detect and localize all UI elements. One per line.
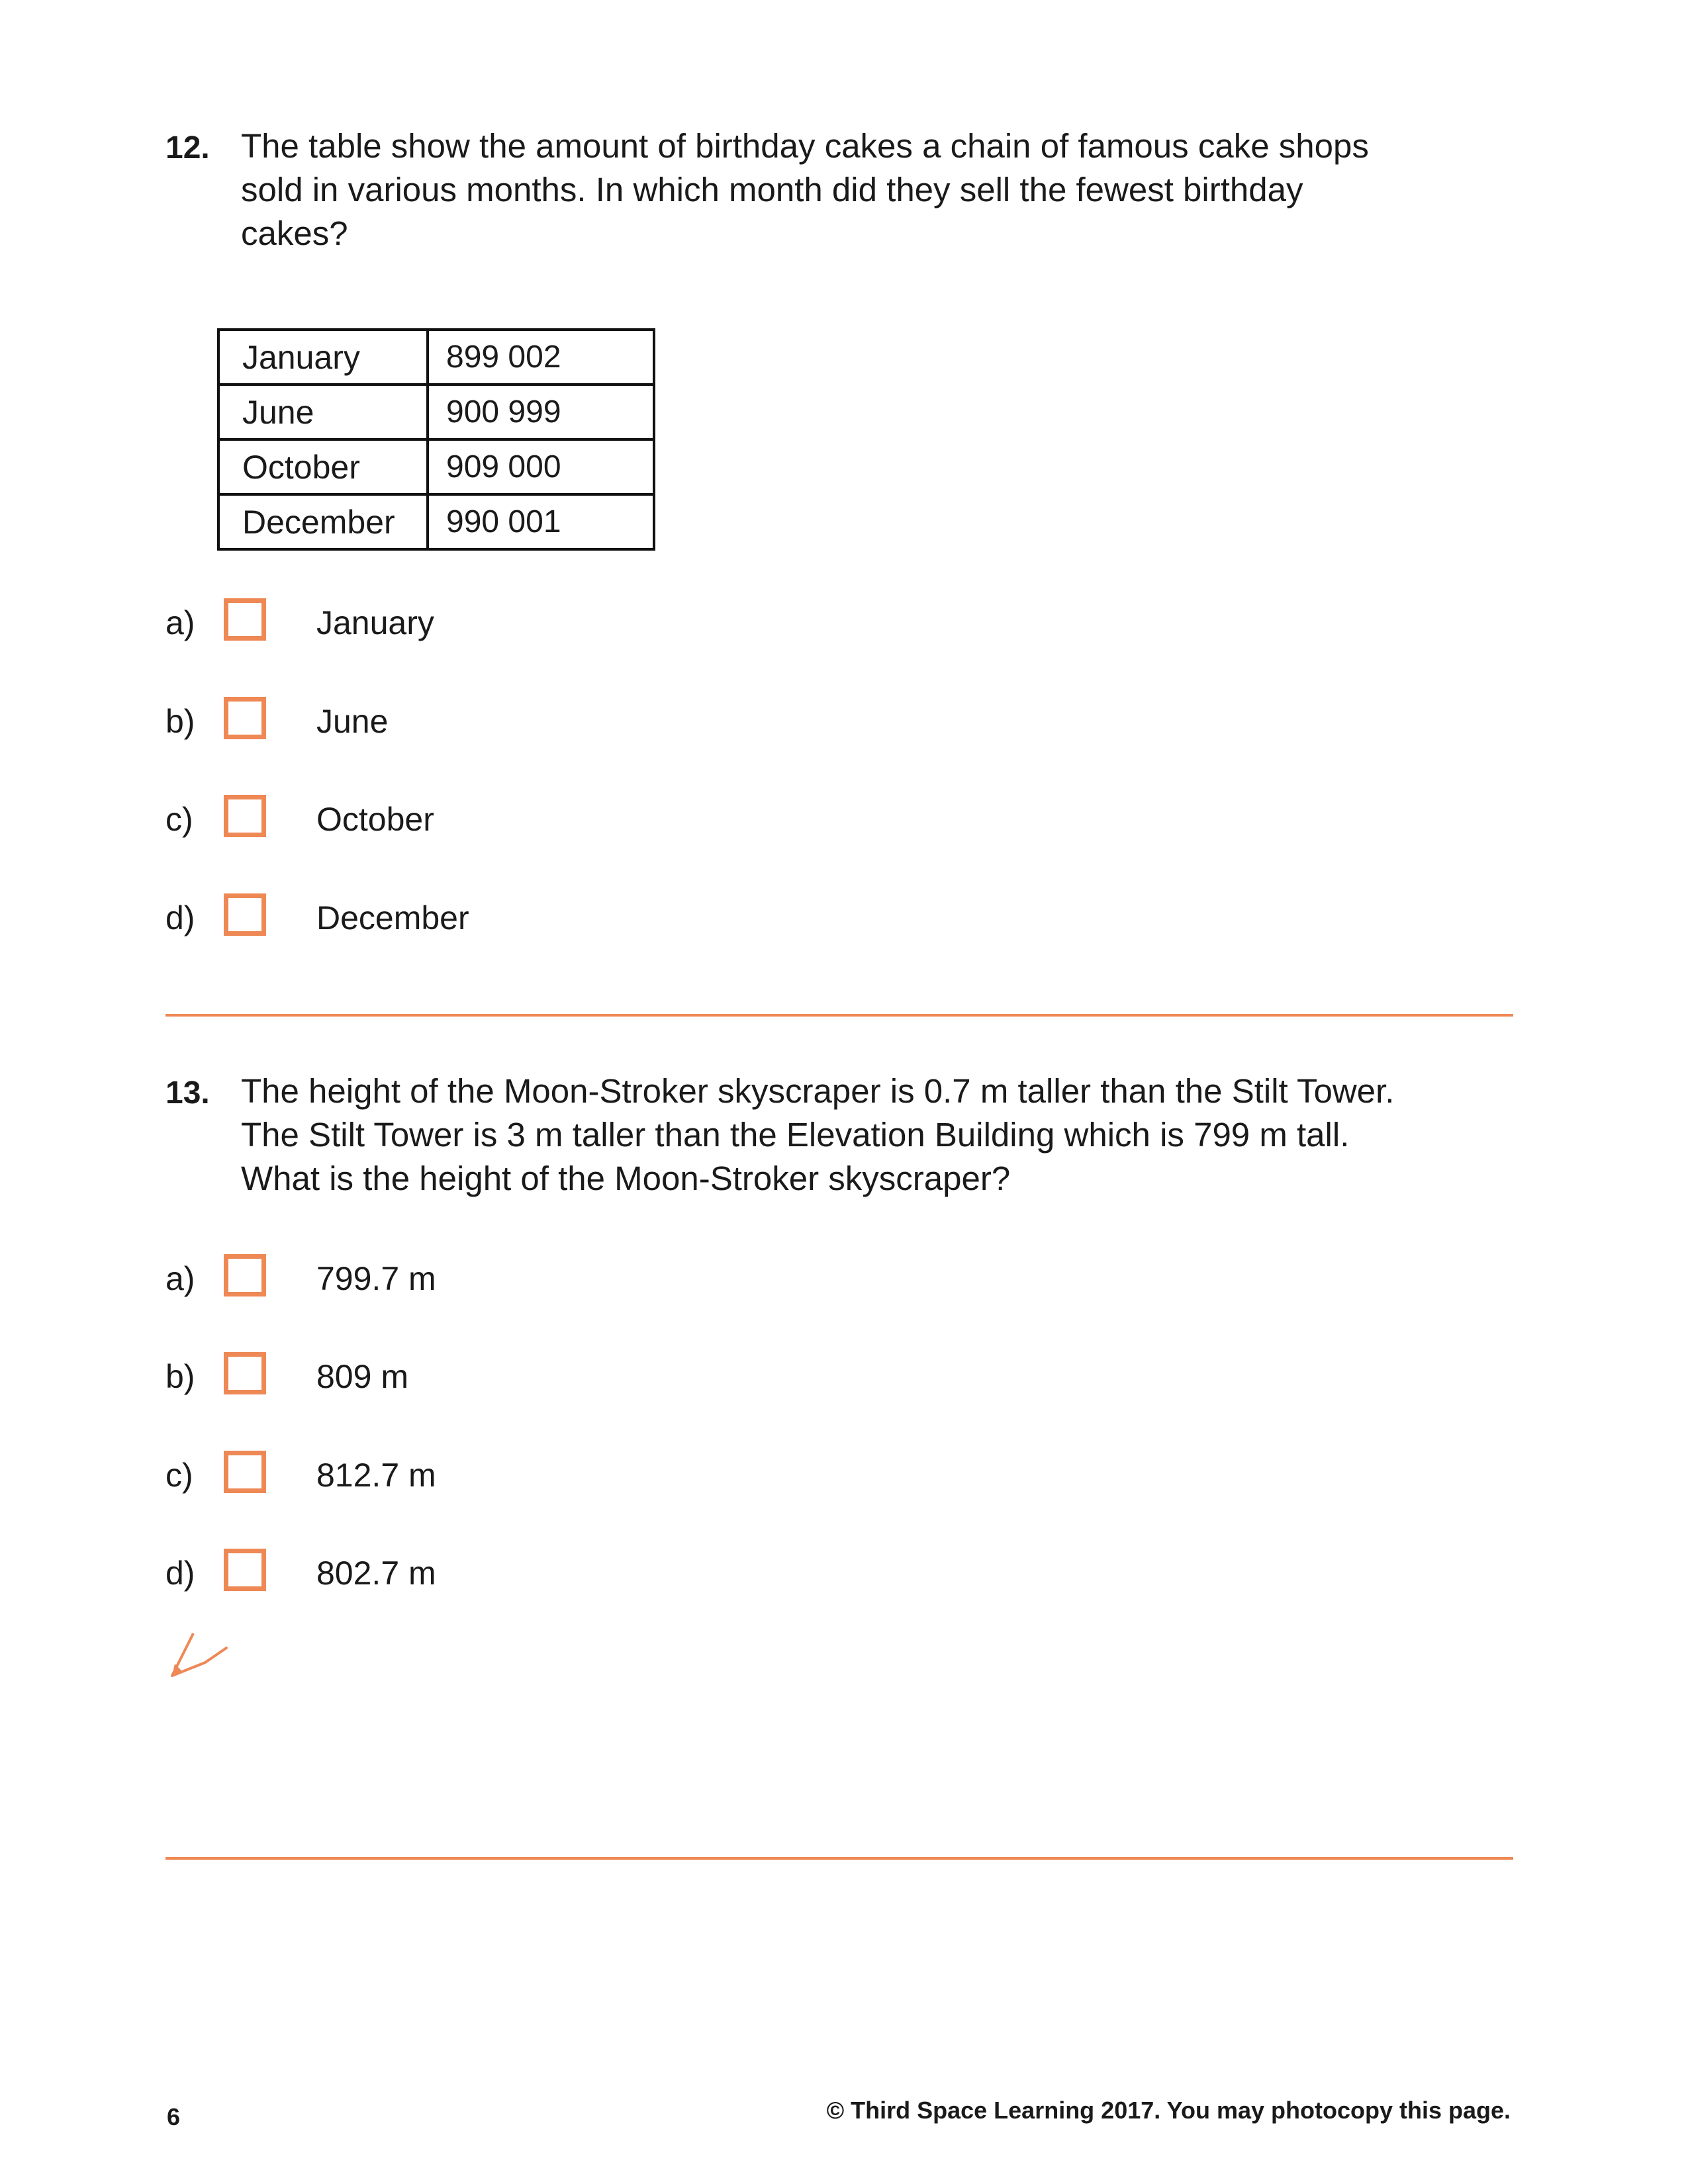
- question-line: sold in various months. In which month did they sell the fewest birthday: [241, 171, 1303, 208]
- table-row: [218, 385, 654, 439]
- table-row: [218, 330, 654, 385]
- value-cell: 900 999: [428, 385, 654, 439]
- option-label: b): [165, 703, 195, 740]
- copyright-notice: © Third Space Learning 2017. You may photocopy this page.: [826, 2097, 1511, 2124]
- question-line: What is the height of the Moon-Stroker skyscraper?: [241, 1160, 1011, 1197]
- question-line: The table show the amount of birthday cakes a chain of famous cake shops: [241, 127, 1369, 165]
- question-13-number: 13.: [165, 1075, 210, 1111]
- answer-checkbox[interactable]: [224, 1451, 266, 1493]
- option-label: a): [165, 1260, 195, 1297]
- question-12-number: 12.: [165, 130, 210, 165]
- question-12-text: [241, 124, 1499, 255]
- question-13-text: [241, 1069, 1499, 1201]
- option-text: January: [316, 604, 434, 641]
- cake-sales-table: [217, 328, 655, 551]
- option-label: a): [165, 604, 195, 641]
- answer-checkbox[interactable]: [224, 795, 266, 837]
- table-row: [218, 494, 654, 549]
- page-number: 6: [167, 2103, 181, 2130]
- option-text: 802.7 m: [316, 1555, 436, 1592]
- section-divider: [165, 1857, 1513, 1860]
- answer-checkbox[interactable]: [224, 1352, 266, 1394]
- value-cell: 899 002: [428, 330, 654, 385]
- option-label: c): [165, 801, 193, 838]
- answer-checkbox[interactable]: [224, 598, 266, 641]
- value-cell: 909 000: [428, 439, 654, 494]
- question-line: The Stilt Tower is 3 m taller than the Elevation Building which is 799 m tall.: [241, 1116, 1350, 1154]
- option-text: June: [316, 703, 389, 740]
- option-label: d): [165, 899, 195, 936]
- value-cell: 990 001: [428, 494, 654, 549]
- option-label: d): [165, 1555, 195, 1592]
- option-text: October: [316, 801, 434, 838]
- answer-checkbox[interactable]: [224, 893, 266, 936]
- answer-checkbox[interactable]: [224, 1549, 266, 1591]
- section-divider: [165, 1014, 1513, 1017]
- month-cell: June: [218, 385, 428, 439]
- option-label: c): [165, 1457, 193, 1494]
- option-text: 812.7 m: [316, 1457, 436, 1494]
- table-row: [218, 439, 654, 494]
- option-text: 799.7 m: [316, 1260, 436, 1297]
- option-text: 809 m: [316, 1358, 408, 1395]
- month-cell: January: [218, 330, 428, 385]
- option-text: December: [316, 899, 469, 936]
- answer-checkbox[interactable]: [224, 697, 266, 739]
- month-cell: October: [218, 439, 428, 494]
- answer-checkbox[interactable]: [224, 1254, 266, 1297]
- option-label: b): [165, 1358, 195, 1395]
- pencil-icon: [165, 1629, 232, 1689]
- question-line: cakes?: [241, 214, 348, 252]
- month-cell: December: [218, 494, 428, 549]
- question-line: The height of the Moon-Stroker skyscraper is 0.7 m taller than the Stilt Tower.: [241, 1072, 1395, 1110]
